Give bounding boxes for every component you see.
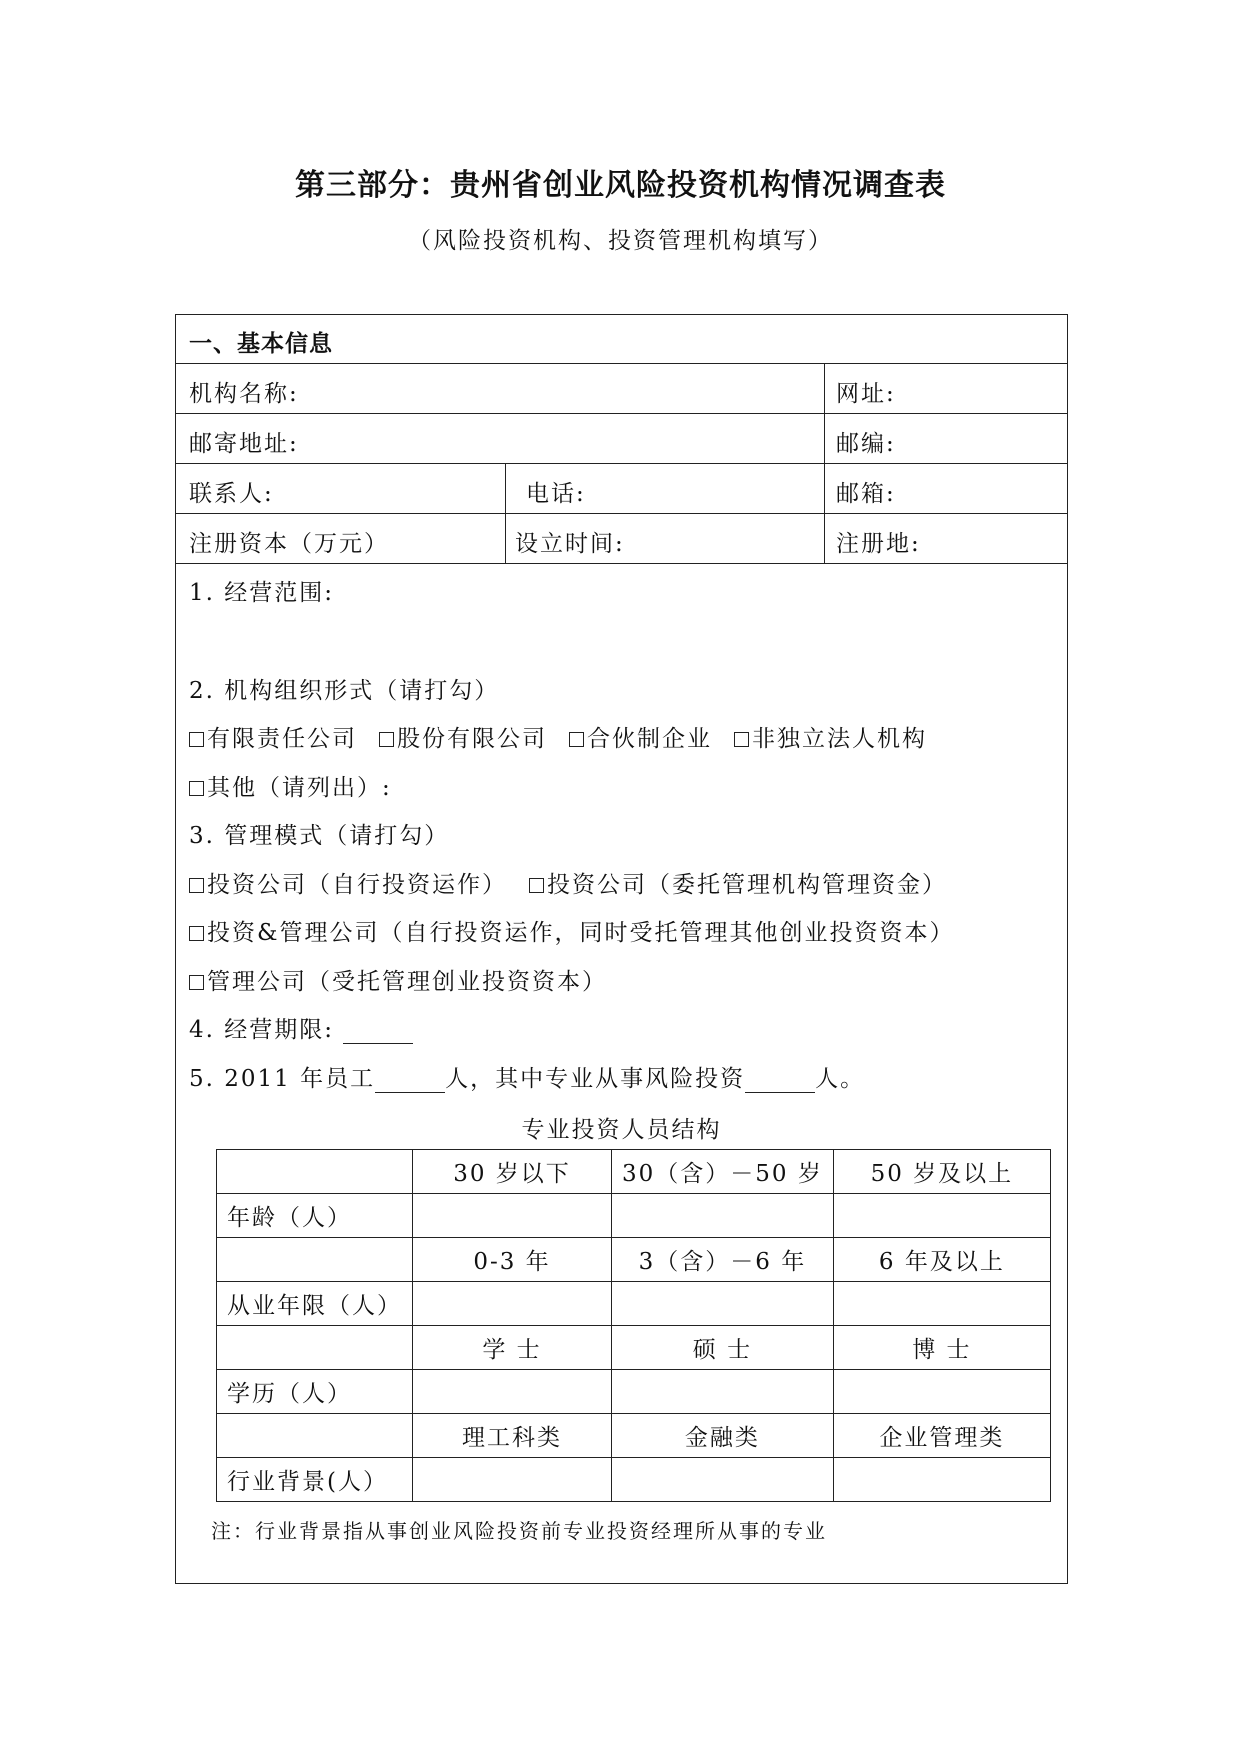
table-input-cell[interactable] — [833, 1458, 1050, 1502]
structure-table-title: 专业投资人员结构 — [521, 1117, 722, 1143]
divider — [824, 363, 825, 563]
table-input-cell[interactable] — [413, 1370, 612, 1414]
established-field[interactable]: 设立时间: — [515, 531, 625, 557]
table-cell: 30（含）－50 岁 — [612, 1150, 834, 1194]
table-cell — [217, 1414, 413, 1458]
table-cell: 企业管理类 — [833, 1414, 1050, 1458]
org-form-label: 2. 机构组织形式（请打勾） — [189, 678, 500, 704]
mgmt-mode-option-self[interactable]: 投资公司（自行投资运作） — [189, 866, 507, 899]
mgmt-mode-option-invest-and-manage[interactable]: 投资&管理公司（自行投资运作，同时受托管理其他创业投资资本） — [189, 914, 954, 947]
mgmt-mode-label: 3. 管理模式（请打勾） — [189, 823, 450, 849]
page-title: 第三部分：贵州省创业风险投资机构情况调查表 — [295, 168, 946, 203]
org-form-option-joint-stock[interactable]: 股份有限公司 — [379, 720, 547, 753]
table-input-cell[interactable] — [833, 1370, 1050, 1414]
table-input-cell[interactable] — [413, 1458, 612, 1502]
postcode-field[interactable]: 邮编: — [836, 431, 896, 457]
phone-field[interactable]: 电话: — [526, 481, 586, 507]
structure-table — [216, 1149, 1051, 1502]
checkbox-icon[interactable] — [189, 975, 204, 990]
table-cell: 3（含）－6 年 — [612, 1238, 834, 1282]
checkbox-icon[interactable] — [189, 878, 204, 893]
table-row-label: 学历（人） — [217, 1370, 413, 1414]
checkbox-icon[interactable] — [189, 732, 204, 747]
table-cell: 6 年及以上 — [833, 1238, 1050, 1282]
org-form-option-other[interactable]: 其他（请列出）: — [189, 769, 392, 802]
table-input-cell[interactable] — [833, 1194, 1050, 1238]
table-row — [217, 1238, 1051, 1282]
checkbox-icon[interactable] — [529, 878, 544, 893]
table-row — [217, 1370, 1051, 1414]
table-cell: 硕 士 — [612, 1326, 834, 1370]
website-field[interactable]: 网址: — [836, 381, 896, 407]
table-cell[interactable] — [217, 1150, 413, 1194]
table-input-cell[interactable] — [612, 1458, 834, 1502]
table-input-cell[interactable] — [612, 1282, 834, 1326]
checkbox-icon[interactable] — [734, 732, 749, 747]
divider — [176, 563, 1067, 564]
staff-count-field: 5. 2011 年员工 人，其中专业从事风险投资 人。 — [189, 1066, 866, 1092]
table-input-cell[interactable] — [413, 1282, 612, 1326]
divider — [505, 463, 506, 563]
divider — [176, 363, 1067, 364]
mail-address-field[interactable]: 邮寄地址: — [189, 431, 299, 457]
mgmt-mode-row-1 — [189, 866, 947, 899]
table-row — [217, 1326, 1051, 1370]
table-cell: 50 岁及以上 — [833, 1150, 1050, 1194]
org-form-option-partnership[interactable]: 合伙制企业 — [569, 720, 712, 753]
checkbox-icon[interactable] — [569, 732, 584, 747]
table-row-label: 年龄（人） — [217, 1194, 413, 1238]
org-name-field[interactable]: 机构名称: — [189, 381, 299, 407]
checkbox-icon[interactable] — [189, 926, 204, 941]
section-heading-basic-info: 一、基本信息 — [189, 330, 333, 357]
footnote: 注：行业背景指从事创业风险投资前专业投资经理所从事的专业 — [211, 1519, 827, 1543]
table-cell: 理工科类 — [413, 1414, 612, 1458]
survey-form — [175, 314, 1068, 1584]
table-row-label: 从业年限（人） — [217, 1282, 413, 1326]
operating-term-blank[interactable] — [343, 1023, 413, 1044]
org-form-option-non-independent[interactable]: 非独立法人机构 — [734, 720, 927, 753]
page-subtitle: （风险投资机构、投资管理机构填写） — [408, 228, 833, 254]
vc-staff-blank[interactable] — [745, 1072, 815, 1093]
reg-place-field[interactable]: 注册地: — [836, 531, 921, 557]
table-cell: 30 岁以下 — [413, 1150, 612, 1194]
table-input-cell[interactable] — [413, 1194, 612, 1238]
checkbox-icon[interactable] — [379, 732, 394, 747]
table-input-cell[interactable] — [612, 1194, 834, 1238]
divider — [176, 413, 1067, 414]
table-cell — [217, 1326, 413, 1370]
email-field[interactable]: 邮箱: — [836, 481, 896, 507]
table-row — [217, 1282, 1051, 1326]
staff-total-blank[interactable] — [375, 1072, 445, 1093]
checkbox-icon[interactable] — [189, 781, 204, 796]
table-cell — [217, 1238, 413, 1282]
mgmt-mode-option-entrusted[interactable]: 投资公司（委托管理机构管理资金） — [529, 866, 947, 899]
table-cell: 0-3 年 — [413, 1238, 612, 1282]
table-input-cell[interactable] — [612, 1370, 834, 1414]
table-row — [217, 1150, 1051, 1194]
table-input-cell[interactable] — [833, 1282, 1050, 1326]
table-row — [217, 1194, 1051, 1238]
divider — [176, 513, 1067, 514]
table-cell: 学 士 — [413, 1326, 612, 1370]
contact-field[interactable]: 联系人: — [189, 481, 274, 507]
divider — [176, 463, 1067, 464]
table-row — [217, 1458, 1051, 1502]
table-row — [217, 1414, 1051, 1458]
mgmt-mode-option-manager[interactable]: 管理公司（受托管理创业投资资本） — [189, 963, 607, 996]
table-cell: 博 士 — [833, 1326, 1050, 1370]
org-form-option-llc[interactable]: 有限责任公司 — [189, 720, 357, 753]
table-row-label: 行业背景(人） — [217, 1458, 413, 1502]
table-cell: 金融类 — [612, 1414, 834, 1458]
operating-term-field[interactable]: 4. 经营期限: — [189, 1011, 413, 1044]
org-form-options — [189, 720, 927, 753]
business-scope-field[interactable]: 1. 经营范围: — [189, 580, 335, 606]
reg-capital-field[interactable]: 注册资本（万元） — [189, 531, 389, 557]
